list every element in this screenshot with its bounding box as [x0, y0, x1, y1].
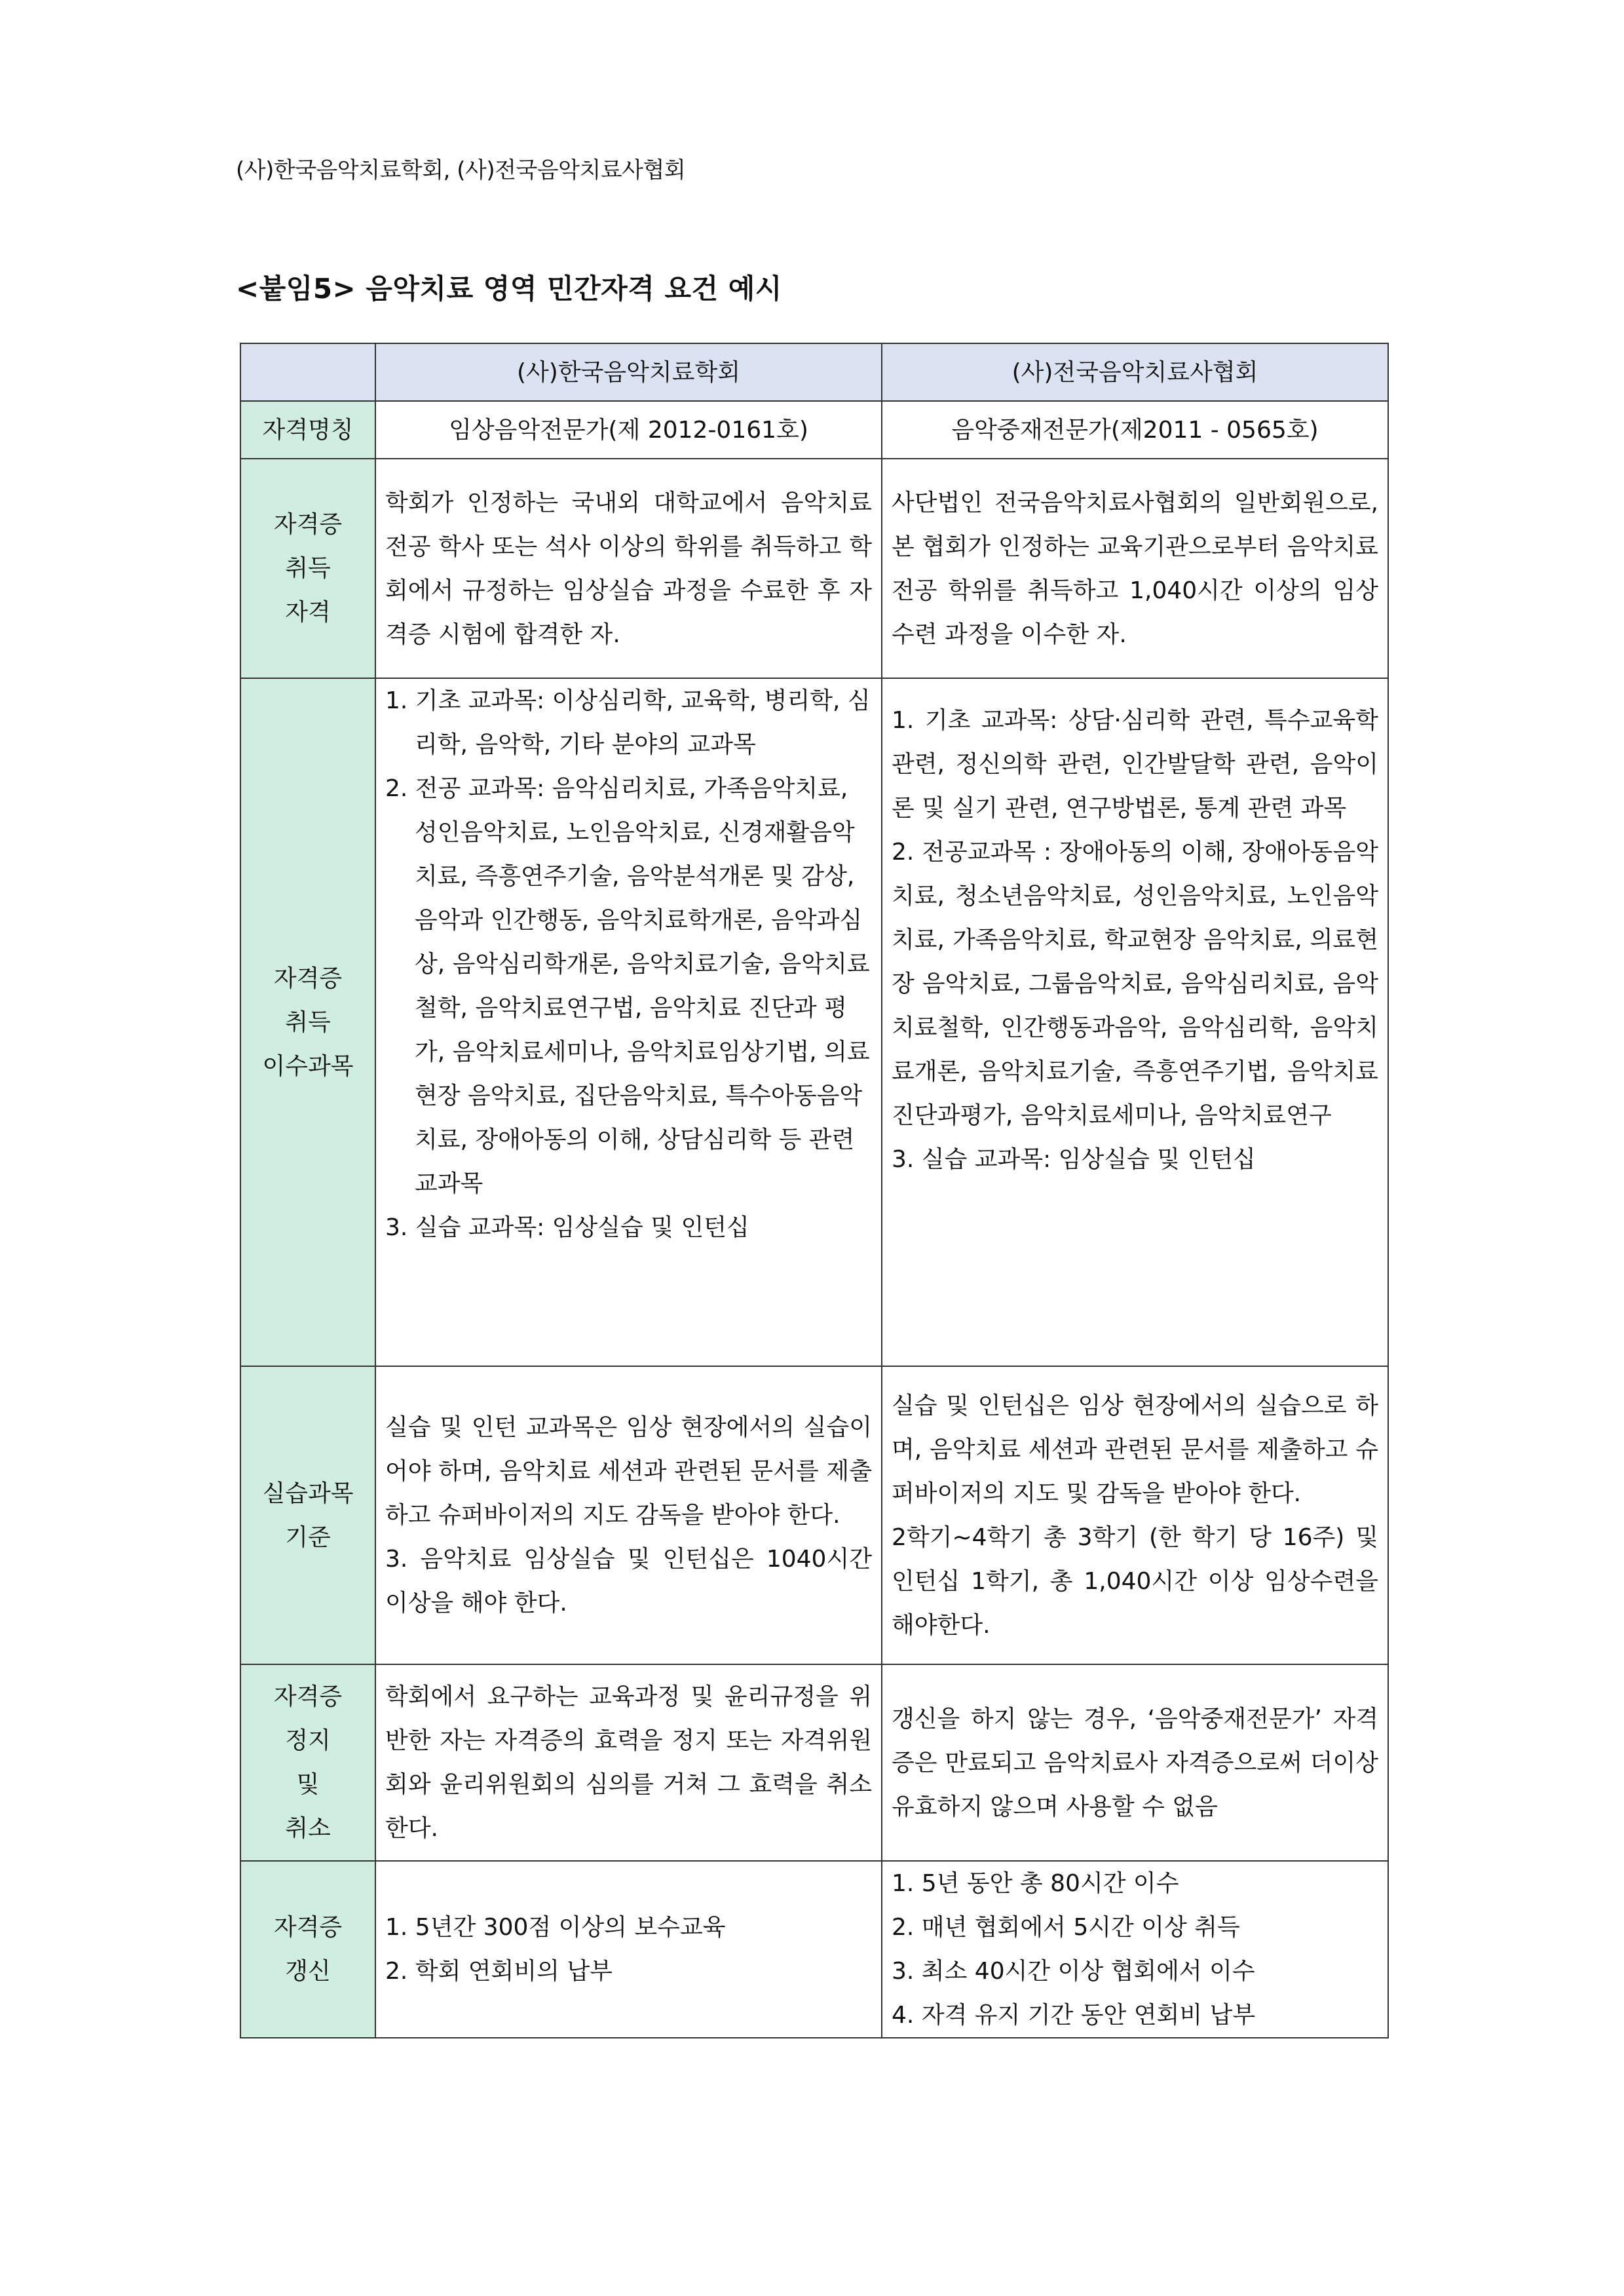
table-header-row: [240, 343, 1388, 401]
list-item: 2. 전공 교과목: 음악심리치료, 가족음악치료, 성인음악치료, 노인음악치료, 신경재활음악치료, 즉흥연주기술, 음악분석개론 및 감상, 음악과 인간행동, 음악치료학개론, 음악과심상, 음악심리학개론, 음악치료기술, 음악치료철학, 음악치료연구법, 음악치료 진단과 평가, 음악치료세미나, 음악치료임상기법, 의료현장 음악치료, 집단음악치료, 특수아동음악치료, 장애아동의 이해, 상담심리학 등 관련 교과목: [385, 775, 870, 1197]
list-item: 2. 전공교과목 : 장애아동의 이해, 장애아동음악치료, 청소년음악치료, 성인음악치료, 노인음악치료, 가족음악치료, 학교현장 음악치료, 의료현장 음악치료, 그룹음악치료, 음악심리치료, 음악치료철학, 인간행동과음악, 음악심리학, 음악치료개론, 음악치료기술, 즉흥연주기법, 음악치료진단과평가, 음악치료세미나, 음악치료연구: [892, 839, 1378, 1129]
header-blank-cell: [240, 343, 375, 401]
header-national-music-therapist-association: (사)전국음악치료사협회: [882, 343, 1388, 401]
row-label-practicum-standard: 실습과목 기준: [240, 1366, 375, 1664]
list-item: 2. 매년 협회에서 5시간 이상 취득: [892, 1914, 1240, 1941]
suspension-revocation-col1: 학회에서 요구하는 교육과정 및 윤리규정을 위반한 자는 자격증의 효력을 정지 또는 자격위원회와 윤리위원회의 심의를 거쳐 그 효력을 취소한다.: [375, 1664, 882, 1861]
list-item: 4. 자격 유지 기간 동안 연회비 납부: [892, 2002, 1256, 2029]
list-item: 실습 및 인턴십은 임상 현장에서의 실습으로 하며, 음악치료 세션과 관련된 문서를 제출하고 슈퍼바이저의 지도 및 감독을 받아야 한다.: [892, 1392, 1378, 1507]
list-item: 3. 실습 교과목: 임상실습 및 인턴십: [892, 1146, 1256, 1173]
list-item: 3. 최소 40시간 이상 협회에서 이수: [892, 1958, 1255, 1985]
list-item: 2. 학회 연회비의 납부: [385, 1958, 613, 1985]
row-label-required-courses: 자격증 취득 이수과목: [240, 678, 375, 1366]
required-courses-col2: [882, 678, 1388, 1366]
requirements-table: [240, 343, 1389, 2038]
row-label-renewal: 자격증 갱신: [240, 1861, 375, 2038]
table-row: [240, 678, 1388, 1366]
table-row: [240, 1861, 1388, 2038]
qualification-name-col2: 음악중재전문가(제2011 - 0565호): [882, 401, 1388, 459]
list-item: 1. 5년 동안 총 80시간 이수: [892, 1870, 1179, 1897]
page-header: (사)한국음악치료학회, (사)전국음악치료사협회: [236, 157, 686, 183]
list-item: 실습 및 인턴 교과목은 임상 현장에서의 실습이어야 하며, 음악치료 세션과 관련된 문서를 제출하고 슈퍼바이저의 지도 감독을 받아야 한다.: [385, 1414, 872, 1529]
table-row: [240, 459, 1388, 678]
suspension-revocation-col2: 갱신을 하지 않는 경우, ‘음악중재전문가’ 자격증은 만료되고 음악치료사 자격증으로써 더이상 유효하지 않으며 사용할 수 없음: [882, 1664, 1388, 1861]
table-row: [240, 1366, 1388, 1664]
table-row: [240, 1664, 1388, 1861]
document-title: <붙임5> 음악치료 영역 민간자격 요건 예시: [236, 273, 782, 305]
qualification-name-col1: 임상음악전문가(제 2012-0161호): [375, 401, 882, 459]
practicum-standard-col2: [882, 1366, 1388, 1664]
list-item: 1. 5년간 300점 이상의 보수교육: [385, 1914, 726, 1941]
row-label-eligibility: 자격증 취득 자격: [240, 459, 375, 678]
renewal-col2: [882, 1861, 1388, 2038]
row-label-qualification-name: 자격명칭: [240, 401, 375, 459]
required-courses-col1: [375, 678, 882, 1366]
row-label-suspension-revocation: 자격증 정지 및 취소: [240, 1664, 375, 1861]
eligibility-col1: 학회가 인정하는 국내외 대학교에서 음악치료 전공 학사 또는 석사 이상의 학위를 취득하고 학회에서 규정하는 임상실습 과정을 수료한 후 자격증 시험에 합격한 자.: [375, 459, 882, 678]
list-item: 2학기~4학기 총 3학기 (한 학기 당 16주) 및 인턴십 1학기, 총 1,040시간 이상 임상수련을 해야한다.: [892, 1523, 1378, 1639]
header-korean-music-therapy-association: (사)한국음악치료학회: [375, 343, 882, 401]
table-row: [240, 401, 1388, 459]
list-item: 3. 음악치료 임상실습 및 인턴십은 1040시간 이상을 해야 한다.: [385, 1546, 872, 1617]
practicum-standard-col1: [375, 1366, 882, 1664]
eligibility-col2: 사단법인 전국음악치료사협회의 일반회원으로, 본 협회가 인정하는 교육기관으로부터 음악치료전공 학위를 취득하고 1,040시간 이상의 임상 수련 과정을 이수한 자.: [882, 459, 1388, 678]
list-item: 1. 기초 교과목: 이상심리학, 교육학, 병리학, 심리학, 음악학, 기타 분야의 교과목: [385, 687, 871, 758]
renewal-col1: [375, 1861, 882, 2038]
list-item: 1. 기초 교과목: 상담·심리학 관련, 특수교육학 관련, 정신의학 관련, 인간발달학 관련, 음악이론 및 실기 관련, 연구방법론, 통계 관련 과목: [892, 707, 1378, 822]
list-item: 3. 실습 교과목: 임상실습 및 인턴십: [385, 1214, 749, 1241]
